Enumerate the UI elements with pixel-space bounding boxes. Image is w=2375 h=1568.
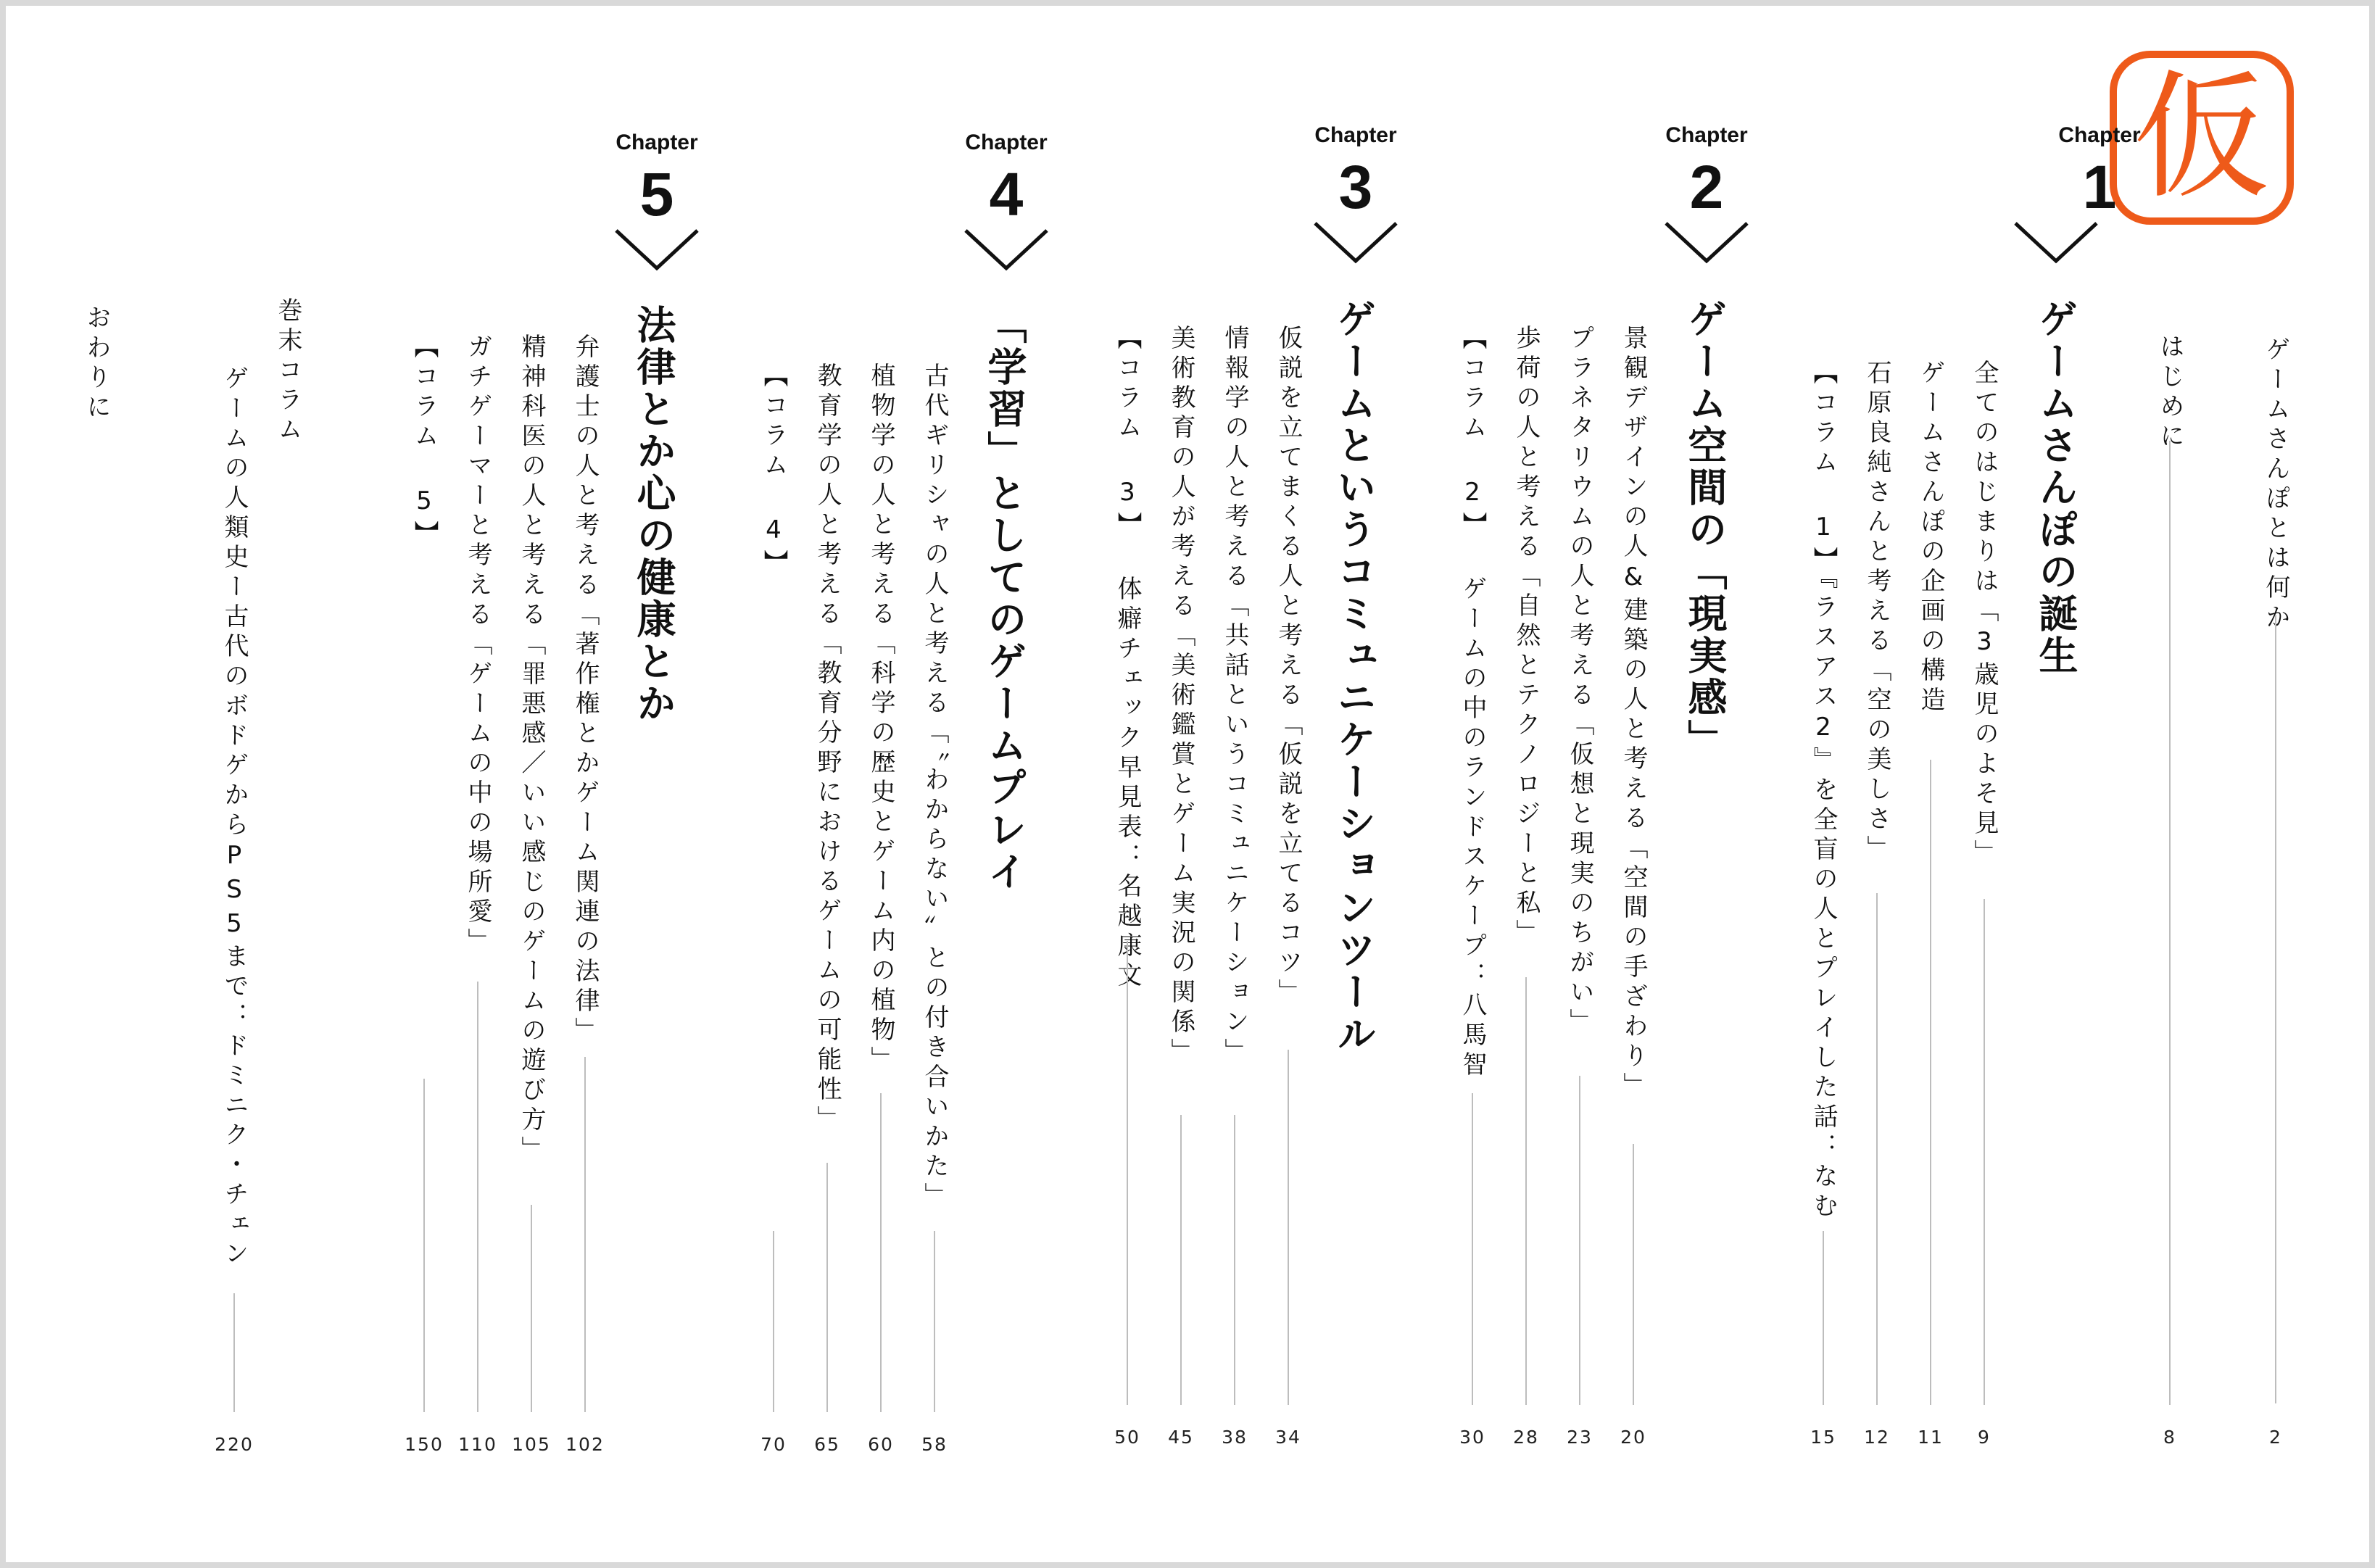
- stamp-character: 仮: [2132, 57, 2271, 217]
- toc-entry-title[interactable]: 【コラム 5】: [410, 333, 439, 550]
- toc-entry-title[interactable]: 歩荷の人と考える「自然とテクノロジーと私」: [1512, 325, 1541, 949]
- toc-entry-title[interactable]: 【コラム 4】: [759, 362, 788, 579]
- chapter-number: 5: [639, 160, 674, 228]
- page-number: 102: [565, 1434, 605, 1455]
- chapter-number: 2: [1689, 153, 1724, 221]
- page-number: 23: [1567, 1427, 1593, 1448]
- chapter-title[interactable]: ゲームというコミュニケーションツール: [1331, 299, 1377, 1055]
- chapter-label: Chapter: [965, 130, 1048, 154]
- page-number: 110: [458, 1434, 497, 1455]
- chapter-label: Chapter: [2058, 123, 2141, 147]
- page-number: 58: [921, 1434, 948, 1455]
- chevron-down-icon: [2013, 219, 2100, 265]
- chapter-number: 1: [2082, 153, 2117, 221]
- page-number: 12: [1864, 1427, 1890, 1448]
- page-number: 34: [1275, 1427, 1301, 1448]
- toc-entry-title[interactable]: ゲームさんぽとは何か: [2261, 336, 2290, 634]
- leader-line: [233, 1293, 235, 1412]
- toc-entry-title[interactable]: 【コラム 3】 体癖チェック早見表：名越康文: [1113, 325, 1142, 992]
- chevron-down-icon: [613, 226, 700, 273]
- page-number: 60: [868, 1434, 894, 1455]
- toc-entry-title[interactable]: 仮説を立てまくる人と考える「仮説を立てるコツ」: [1274, 325, 1303, 1008]
- toc-entry-title[interactable]: 植物学の人と考える「科学の歴史とゲーム内の植物」: [866, 362, 895, 1076]
- toc-entry-title[interactable]: 全てのはじまりは「3歳児のよそ見」: [1970, 360, 1999, 869]
- page-number: 38: [1222, 1427, 1248, 1448]
- leader-line: [1525, 977, 1527, 1405]
- chapter-label: Chapter: [1665, 123, 1748, 147]
- page-number: 150: [405, 1434, 444, 1455]
- leader-line: [773, 1231, 774, 1412]
- back-column-heading[interactable]: 巻末コラム: [273, 297, 302, 446]
- toc-entry-title[interactable]: 石原良純さんと考える「空の美しさ」: [1862, 360, 1891, 865]
- afterword-title[interactable]: おわりに: [82, 304, 111, 423]
- leader-line: [1180, 1115, 1182, 1405]
- toc-entry-title[interactable]: 【コラム 2】 ゲームの中のランドスケープ：八馬智: [1458, 325, 1487, 1081]
- toc-entry-title[interactable]: プラネタリウムの人と考える「仮想と現実のちがい」: [1565, 325, 1594, 1038]
- page-number: 11: [1918, 1427, 1944, 1448]
- page-number: 8: [2163, 1427, 2176, 1448]
- chapter-title[interactable]: 法律とか心の健康とか: [631, 304, 676, 725]
- leader-line: [1288, 1050, 1289, 1405]
- page-number: 28: [1513, 1427, 1539, 1448]
- leader-line: [1633, 1144, 1634, 1405]
- toc-entry-title[interactable]: 精神科医の人と考える「罪悪感／いい感じのゲームの遊び方」: [517, 333, 546, 1166]
- chapter-title[interactable]: ゲームさんぽの誕生: [2033, 299, 2078, 677]
- toc-entry-title[interactable]: 弁護士の人と考える「著作権とかゲーム関連の法律」: [571, 333, 600, 1047]
- leader-line: [531, 1205, 532, 1412]
- leader-line: [1234, 1115, 1235, 1405]
- leader-line: [1472, 1093, 1473, 1405]
- page-number: 70: [760, 1434, 787, 1455]
- toc-entry-title[interactable]: 古代ギリシャの人と考える「〝わからない〟との付き合いかた」: [920, 362, 949, 1212]
- leader-line: [1984, 899, 1985, 1405]
- page-number: 30: [1459, 1427, 1485, 1448]
- chapter-number: 4: [989, 160, 1024, 228]
- chevron-down-icon: [1663, 219, 1750, 265]
- chapter-label: Chapter: [615, 130, 698, 154]
- page-number: 45: [1168, 1427, 1194, 1448]
- toc-entry-title[interactable]: 情報学の人と考える「共話というコミュニケーション」: [1220, 325, 1249, 1068]
- toc-entry-title[interactable]: 【コラム 1】『ラスアス2』を全盲の人とプレイした話：なむ: [1809, 360, 1838, 1222]
- leader-line: [477, 982, 478, 1412]
- chapter-title[interactable]: ゲーム空間の「現実感」: [1682, 299, 1728, 761]
- leader-line: [826, 1163, 828, 1412]
- leader-line: [1930, 760, 1931, 1405]
- toc-entry-title[interactable]: 教育学の人と考える「教育分野におけるゲームの可能性」: [813, 362, 842, 1135]
- leader-line: [934, 1231, 935, 1412]
- page-number: 220: [215, 1434, 254, 1455]
- page-number: 65: [814, 1434, 840, 1455]
- chevron-down-icon: [1312, 219, 1399, 265]
- leader-line: [1127, 941, 1128, 1405]
- chapter-title[interactable]: 「学習」としてのゲームプレイ: [982, 304, 1027, 893]
- page-number: 2: [2269, 1427, 2282, 1448]
- toc-entry-title[interactable]: ゲームの人類史ー古代のボドゲからPS5まで：ドミニク・チェン: [220, 365, 249, 1270]
- toc-entry-title[interactable]: 景観デザインの人&建築の人と考える「空間の手ざわり」: [1619, 325, 1648, 1102]
- toc-entry-title[interactable]: 美術教育の人が考える「美術鑑賞とゲーム実況の関係」: [1166, 325, 1195, 1068]
- leader-line: [1823, 1231, 1824, 1405]
- chevron-down-icon: [963, 226, 1050, 273]
- leader-line: [1579, 1076, 1580, 1405]
- leader-line: [2169, 441, 2171, 1405]
- page-number: 9: [1978, 1427, 1991, 1448]
- leader-line: [584, 1057, 586, 1412]
- page-number: 50: [1114, 1427, 1140, 1448]
- toc-entry-title[interactable]: ゲームさんぽの企画の構造: [1916, 360, 1945, 716]
- chapter-number: 3: [1338, 153, 1373, 221]
- leader-line: [423, 1079, 425, 1412]
- leader-line: [880, 1093, 882, 1412]
- toc-entry-title[interactable]: はじめに: [2155, 333, 2184, 452]
- toc-entry-title[interactable]: ガチゲーマーと考える「ゲームの中の場所愛」: [463, 333, 492, 958]
- leader-line: [1876, 893, 1878, 1405]
- page-number: 105: [512, 1434, 551, 1455]
- toc-page: [6, 6, 2369, 1562]
- page-number: 15: [1810, 1427, 1836, 1448]
- leader-line: [2275, 615, 2276, 1403]
- chapter-label: Chapter: [1314, 123, 1397, 147]
- page-number: 20: [1620, 1427, 1646, 1448]
